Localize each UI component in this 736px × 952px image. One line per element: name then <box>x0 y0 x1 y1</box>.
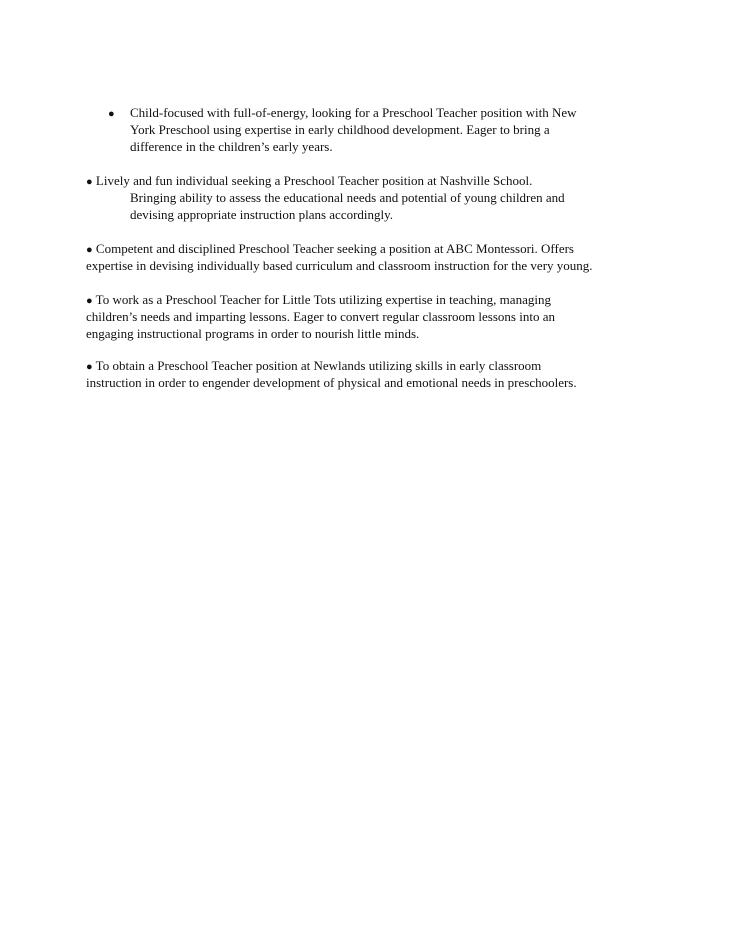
objective-paragraph-3 <box>86 240 593 274</box>
paragraph-line: devising appropriate instruction plans accordingly. <box>130 207 394 222</box>
paragraph-line <box>86 240 593 257</box>
paragraph-line: difference in the children’s early years. <box>130 139 333 154</box>
paragraph-text: To obtain a Preschool Teacher position at Newlands utilizing skills in early classroom <box>95 358 542 373</box>
paragraph-line: instruction in order to engender development of physical and emotional needs in preschoolers. <box>86 375 577 390</box>
paragraph-text: To work as a Preschool Teacher for Little Tots utilizing expertise in teaching, managing <box>95 292 551 307</box>
objective-paragraph-4 <box>86 291 555 342</box>
bullet-icon: ● <box>86 295 93 307</box>
bullet-icon: ● <box>108 108 115 120</box>
paragraph-line: children’s needs and imparting lessons. Eager to convert regular classroom lessons into an <box>86 309 555 324</box>
bullet-icon: ● <box>86 361 93 373</box>
objective-paragraph-2 <box>86 172 565 223</box>
paragraph-text: Lively and fun individual seeking a Preschool Teacher position at Nashville School. <box>95 173 533 188</box>
paragraph-line <box>86 291 555 308</box>
objective-paragraph-1 <box>86 104 577 155</box>
paragraph-text: Competent and disciplined Preschool Teacher seeking a position at ABC Montessori. Offers <box>95 241 574 256</box>
bullet-icon: ● <box>86 176 93 188</box>
paragraph-line: Bringing ability to assess the educational needs and potential of young children and <box>130 190 565 205</box>
objective-paragraph-5 <box>86 357 577 391</box>
paragraph-line <box>86 357 577 374</box>
paragraph-line <box>86 172 565 189</box>
paragraph-text: Child-focused with full-of-energy, looking for a Preschool Teacher position with New <box>130 105 577 120</box>
paragraph-line: engaging instructional programs in order to nourish little minds. <box>86 326 420 341</box>
paragraph-line: expertise in devising individually based curriculum and classroom instruction for the very young. <box>86 258 593 273</box>
paragraph-line <box>86 104 577 121</box>
bullet-icon: ● <box>86 244 93 256</box>
paragraph-line: York Preschool using expertise in early childhood development. Eager to bring a <box>130 122 550 137</box>
